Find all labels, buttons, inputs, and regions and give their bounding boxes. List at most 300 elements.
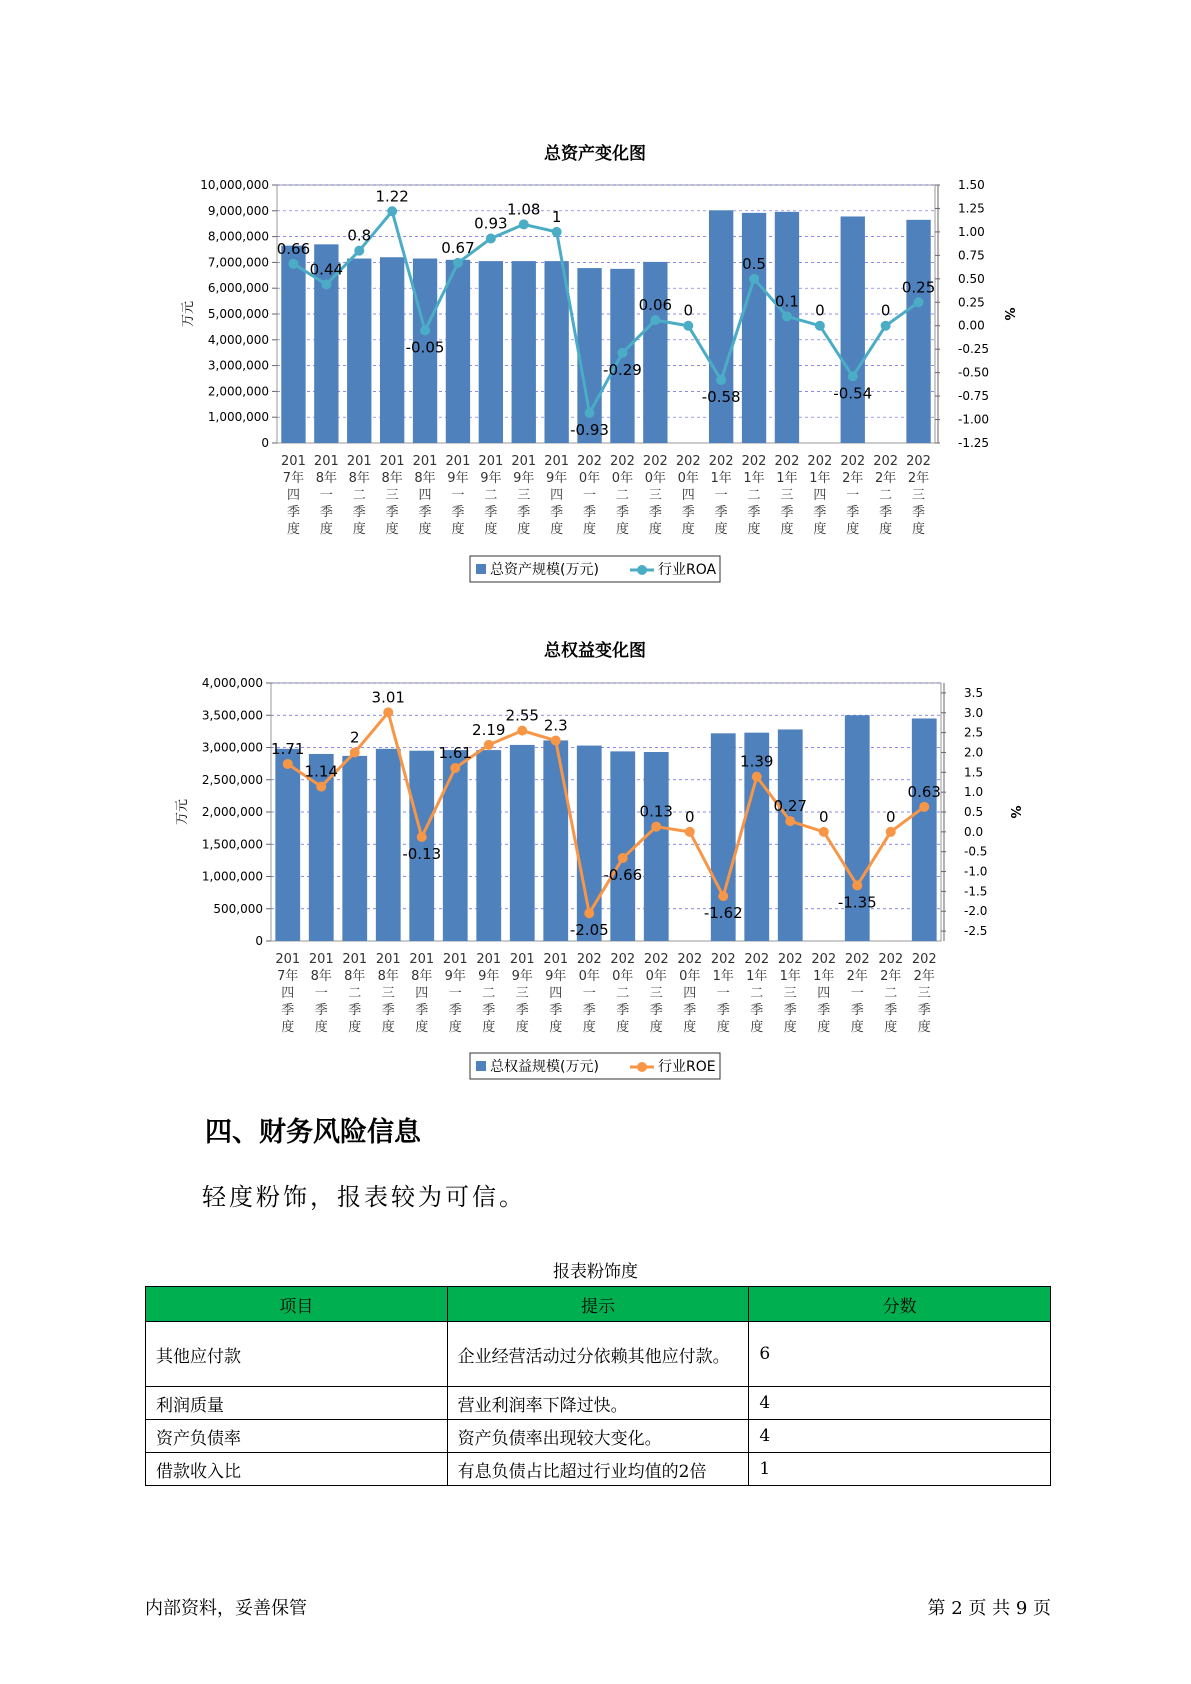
x-tick-label: 202: [906, 454, 931, 469]
line-point: [782, 311, 792, 321]
x-tick-label: 度: [348, 1020, 362, 1035]
y2-tick-label: 0.75: [958, 248, 985, 263]
row-hint: 有息负债占比超过行业均值的2倍: [447, 1453, 749, 1486]
line-point: [387, 206, 397, 216]
table-row: [146, 1387, 1051, 1420]
bar: [778, 729, 803, 941]
row-score: 4: [749, 1420, 1051, 1453]
x-tick-label: 201: [379, 454, 405, 469]
x-tick-label: 度: [912, 522, 926, 537]
x-tick-label: 度: [780, 522, 794, 537]
x-tick-label: 201: [346, 454, 372, 469]
x-tick-label: 度: [286, 522, 300, 537]
y2-tick-label: -0.25: [958, 342, 990, 357]
x-tick-label: 8年: [381, 471, 403, 486]
x-tick-label: 202: [610, 952, 636, 967]
bar: [709, 210, 733, 443]
bar: [912, 718, 937, 941]
bar: [380, 257, 404, 443]
line-point: [551, 736, 561, 746]
x-tick-label: 202: [642, 454, 668, 469]
line-point: [350, 747, 360, 757]
x-tick-label: 201: [412, 454, 438, 469]
x-tick-label: 202: [774, 454, 800, 469]
x-tick-label: 202: [840, 454, 866, 469]
x-tick-label: 季: [615, 505, 629, 520]
x-tick-label: 季: [550, 505, 564, 520]
x-tick-label: 9年: [447, 471, 469, 486]
line-point: [651, 822, 661, 832]
x-tick-label: 9年: [478, 969, 500, 984]
x-tick-label: 季: [846, 505, 860, 520]
bar: [479, 261, 503, 443]
x-tick-label: 度: [783, 1020, 797, 1035]
row-hint: 企业经营活动过分依赖其他应付款。: [447, 1322, 749, 1387]
y-tick-label: 3,500,000: [201, 708, 263, 723]
data-label: -0.58: [701, 388, 741, 407]
row-score: 6: [749, 1322, 1051, 1387]
y-tick-label: 1,500,000: [201, 837, 263, 852]
y-tick-label: 3,000,000: [207, 358, 269, 373]
data-label: 0: [818, 807, 829, 826]
x-tick-label: 季: [451, 505, 465, 520]
legend-line-label: 行业ROA: [658, 562, 717, 578]
y-tick-label: 3,000,000: [201, 740, 263, 755]
data-label: 0.8: [347, 226, 372, 245]
data-label: 1.71: [271, 739, 305, 758]
x-tick-label: 二: [482, 986, 496, 1001]
data-label: -0.93: [570, 420, 609, 439]
row-score: 1: [749, 1453, 1051, 1486]
x-tick-label: 201: [313, 454, 339, 469]
y2-tick-label: 1.50: [958, 178, 985, 192]
row-item: 其他应付款: [146, 1322, 448, 1387]
row-hint: 营业利润率下降过快。: [447, 1387, 749, 1420]
x-tick-label: 度: [683, 1020, 697, 1035]
x-tick-label: 1年: [776, 471, 798, 486]
x-tick-label: 三: [912, 488, 926, 503]
x-tick-label: 7年: [282, 471, 305, 486]
line-point: [321, 279, 331, 289]
x-tick-label: 201: [409, 952, 435, 967]
y2-tick-label: -0.5: [964, 844, 988, 859]
y-tick-label: 1,000,000: [201, 869, 263, 884]
x-tick-label: 9年: [444, 969, 466, 984]
x-tick-label: 季: [385, 505, 399, 520]
y2-tick-label: 3.0: [964, 705, 984, 720]
x-tick-label: 一: [714, 488, 728, 503]
x-tick-label: 二: [750, 986, 764, 1001]
line-point: [519, 219, 529, 229]
x-tick-label: 季: [813, 505, 827, 520]
x-tick-label: 202: [878, 952, 904, 967]
x-tick-label: 四: [281, 986, 295, 1001]
data-label: 0: [880, 301, 891, 320]
line-point: [517, 726, 527, 736]
y-tick-label: 5,000,000: [207, 307, 269, 321]
x-tick-label: 四: [549, 986, 563, 1001]
x-tick-label: 度: [381, 1020, 395, 1035]
x-tick-label: 201: [476, 952, 502, 967]
x-tick-label: 度: [716, 1020, 730, 1035]
x-tick-label: 202: [811, 952, 837, 967]
data-label: -2.05: [569, 921, 609, 940]
y-tick-label: 4,000,000: [201, 676, 263, 690]
x-tick-label: 三: [780, 488, 794, 503]
x-tick-label: 二: [348, 986, 362, 1001]
x-tick-label: 一: [716, 986, 730, 1001]
y2-tick-label: -0.50: [958, 365, 990, 380]
y-tick-label: 7,000,000: [207, 255, 269, 270]
x-tick-label: 四: [817, 986, 831, 1001]
x-tick-label: 季: [747, 505, 761, 520]
line-point: [886, 827, 896, 837]
data-label: 0: [684, 807, 695, 826]
bar: [512, 261, 536, 443]
x-tick-label: 度: [747, 522, 761, 537]
y2-tick-label: -1.5: [964, 884, 988, 899]
y2-tick-label: 0.0: [964, 824, 984, 839]
line-point: [354, 246, 364, 256]
y2-tick-label: 0.5: [964, 805, 984, 819]
y-tick-label: 8,000,000: [207, 229, 269, 244]
x-tick-label: 度: [879, 522, 893, 537]
x-tick-label: 季: [418, 505, 432, 520]
y-tick-label: 500,000: [213, 901, 263, 916]
x-tick-label: 一: [846, 488, 860, 503]
x-tick-label: 0年: [578, 471, 601, 486]
x-tick-label: 季: [348, 1003, 362, 1018]
line-point: [552, 227, 562, 237]
bar: [510, 745, 535, 941]
bar: [446, 260, 470, 443]
y2-axis-label: %: [1007, 805, 1022, 819]
x-tick-label: 度: [451, 522, 465, 537]
x-tick-label: 1年: [813, 969, 835, 984]
x-tick-label: 季: [884, 1003, 898, 1018]
x-tick-label: 202: [744, 952, 770, 967]
data-label: -0.29: [603, 360, 642, 379]
x-tick-label: 9年: [513, 471, 535, 486]
x-tick-label: 201: [281, 454, 306, 469]
x-tick-label: 一: [319, 488, 333, 503]
bar: [543, 740, 568, 941]
x-tick-label: 1年: [710, 471, 732, 486]
y-tick-label: 6,000,000: [207, 281, 269, 296]
x-tick-label: 度: [482, 1020, 496, 1035]
row-hint: 资产负债率出现较大变化。: [447, 1420, 749, 1453]
line-point: [685, 827, 695, 837]
y-tick-label: 2,000,000: [201, 805, 263, 819]
y2-tick-label: 0.00: [958, 318, 985, 333]
y-axis-label: 万元: [181, 300, 196, 328]
bar: [347, 259, 371, 443]
x-tick-label: 202: [710, 952, 736, 967]
x-tick-label: 季: [482, 1003, 496, 1018]
x-tick-label: 季: [850, 1003, 864, 1018]
x-tick-label: 度: [352, 522, 366, 537]
footer-page-number: 第 2 页 共 9 页: [927, 1598, 1051, 1619]
data-label: -0.13: [402, 845, 442, 864]
x-tick-label: 三: [385, 488, 399, 503]
x-tick-label: 1年: [809, 471, 831, 486]
bar: [610, 751, 635, 941]
x-tick-label: 季: [649, 1003, 663, 1018]
x-tick-label: 度: [616, 1020, 630, 1035]
x-tick-label: 8年: [344, 969, 366, 984]
data-label: 0.63: [907, 782, 941, 801]
x-tick-label: 0年: [679, 969, 701, 984]
table-row: [146, 1453, 1051, 1486]
x-tick-label: 1年: [746, 969, 768, 984]
y2-axis-label: %: [1001, 307, 1016, 321]
legend-bar-label: 总资产规模(万元): [490, 562, 599, 578]
header-hint: 提示: [447, 1287, 749, 1322]
x-tick-label: 季: [448, 1003, 462, 1018]
x-tick-label: 季: [549, 1003, 563, 1018]
data-label: 2.19: [472, 720, 506, 739]
y2-tick-label: 1.0: [964, 785, 984, 800]
x-tick-label: 201: [511, 454, 537, 469]
x-tick-label: 8年: [310, 969, 332, 984]
x-tick-label: 9年: [545, 969, 567, 984]
line-point: [919, 802, 929, 812]
x-tick-label: 季: [319, 505, 333, 520]
x-tick-label: 四: [418, 488, 432, 503]
y-tick-label: 0: [255, 934, 263, 948]
bar: [342, 756, 367, 941]
x-tick-label: 8年: [414, 471, 436, 486]
x-tick-label: 0年: [677, 471, 699, 486]
data-label: 1.08: [507, 200, 541, 219]
x-tick-label: 三: [381, 986, 395, 1001]
line-point: [618, 853, 628, 863]
y2-tick-label: 2.5: [964, 725, 984, 740]
risk-table: [145, 1286, 1051, 1486]
x-tick-label: 201: [544, 454, 570, 469]
data-label: 0: [885, 807, 896, 826]
x-tick-label: 季: [817, 1003, 831, 1018]
x-tick-label: 度: [448, 1020, 462, 1035]
x-tick-label: 季: [515, 1003, 529, 1018]
x-tick-label: 季: [583, 505, 597, 520]
x-tick-label: 四: [683, 986, 697, 1001]
line-point: [417, 832, 427, 842]
x-tick-label: 202: [873, 454, 899, 469]
x-tick-label: 四: [813, 488, 827, 503]
bar: [644, 752, 669, 941]
x-tick-label: 202: [741, 454, 767, 469]
bar: [443, 750, 468, 941]
data-label: 0: [815, 301, 825, 320]
x-tick-label: 度: [484, 522, 498, 537]
x-tick-label: 季: [648, 505, 662, 520]
x-tick-label: 度: [582, 1020, 596, 1035]
x-tick-label: 度: [549, 1020, 563, 1035]
line-point: [450, 763, 460, 773]
footer-confidential: 内部资料，妥善保管: [145, 1598, 307, 1619]
x-tick-label: 201: [509, 952, 535, 967]
chart-svg: [0, 500, 1191, 1100]
x-tick-label: 季: [616, 1003, 630, 1018]
y2-tick-label: 0.50: [958, 271, 985, 286]
x-tick-label: 一: [451, 488, 465, 503]
x-tick-label: 一: [850, 986, 864, 1001]
line-point: [819, 827, 829, 837]
line-point: [752, 772, 762, 782]
row-item: 利润质量: [146, 1387, 448, 1420]
line-point: [584, 908, 594, 918]
y-tick-label: 2,500,000: [201, 772, 263, 787]
y-axis-label: 万元: [175, 798, 190, 826]
bar: [476, 750, 501, 941]
line-point: [283, 759, 293, 769]
x-tick-label: 度: [314, 1020, 328, 1035]
row-item: 借款收入比: [146, 1453, 448, 1486]
x-tick-label: 季: [780, 505, 794, 520]
x-tick-label: 9年: [480, 471, 502, 486]
data-label: 0.06: [638, 296, 673, 315]
x-tick-label: 二: [616, 986, 630, 1001]
x-tick-label: 9年: [546, 471, 568, 486]
table-header-row: [146, 1287, 1051, 1322]
line-point: [881, 321, 891, 331]
x-tick-label: 201: [543, 952, 569, 967]
x-tick-label: 202: [643, 952, 669, 967]
x-tick-label: 2年: [846, 969, 868, 984]
y-tick-label: 10,000,000: [200, 178, 269, 192]
x-tick-label: 一: [582, 986, 596, 1001]
y2-tick-label: 1.00: [958, 224, 985, 239]
x-tick-label: 度: [714, 522, 728, 537]
x-tick-label: 度: [917, 1020, 931, 1035]
x-tick-label: 二: [747, 488, 761, 503]
x-tick-label: 度: [649, 1020, 663, 1035]
x-tick-label: 7年: [277, 969, 299, 984]
x-tick-label: 度: [515, 1020, 529, 1035]
x-tick-label: 202: [677, 952, 703, 967]
y2-tick-label: -0.75: [958, 389, 990, 404]
x-tick-label: 202: [610, 454, 635, 469]
x-tick-label: 度: [550, 522, 564, 537]
legend-bar-swatch: [476, 1061, 486, 1071]
x-tick-label: 度: [517, 522, 531, 537]
x-tick-label: 0年: [644, 471, 666, 486]
x-tick-label: 季: [917, 1003, 931, 1018]
x-tick-label: 二: [352, 488, 366, 503]
total-equity-chart: [0, 500, 1191, 1104]
x-tick-label: 2年: [842, 471, 864, 486]
data-label: 0.27: [773, 797, 807, 816]
x-tick-label: 0年: [578, 969, 600, 984]
x-tick-label: 季: [286, 505, 300, 520]
x-tick-label: 度: [319, 522, 333, 537]
y2-tick-label: 1.25: [958, 201, 985, 216]
x-tick-label: 季: [517, 505, 531, 520]
x-tick-label: 一: [583, 488, 597, 503]
table-caption: 报表粉饰度: [553, 1262, 638, 1282]
line-point: [749, 274, 759, 284]
x-tick-label: 度: [415, 1020, 429, 1035]
line-point: [484, 740, 494, 750]
bar: [275, 749, 300, 941]
x-tick-label: 202: [844, 952, 870, 967]
x-tick-label: 1年: [712, 969, 734, 984]
line-point: [815, 321, 825, 331]
line-point: [420, 325, 430, 335]
line-point: [848, 371, 858, 381]
x-tick-label: 度: [813, 522, 827, 537]
x-tick-label: 三: [917, 986, 931, 1001]
y2-tick-label: -1.25: [958, 436, 990, 450]
x-tick-label: 季: [716, 1003, 730, 1018]
x-tick-label: 季: [714, 505, 728, 520]
x-tick-label: 202: [708, 454, 734, 469]
data-label: 1.22: [375, 187, 409, 206]
data-label: -1.35: [837, 893, 877, 912]
x-tick-label: 度: [884, 1020, 898, 1035]
x-tick-label: 四: [550, 488, 564, 503]
x-tick-label: 202: [577, 454, 602, 469]
bar: [742, 213, 766, 443]
x-tick-label: 202: [911, 952, 937, 967]
y2-tick-label: 0.25: [958, 295, 985, 310]
x-tick-label: 度: [750, 1020, 764, 1035]
x-tick-label: 三: [517, 488, 531, 503]
legend-bar-label: 总权益规模(万元): [490, 1059, 599, 1075]
x-tick-label: 一: [448, 986, 462, 1001]
data-label: 3.01: [371, 688, 405, 707]
x-tick-label: 季: [750, 1003, 764, 1018]
x-tick-label: 四: [681, 488, 695, 503]
x-tick-label: 2年: [880, 969, 902, 984]
x-tick-label: 201: [342, 952, 368, 967]
line-point: [288, 259, 298, 269]
y-tick-label: 2,000,000: [207, 384, 269, 399]
x-tick-label: 季: [783, 1003, 797, 1018]
x-tick-label: 三: [515, 986, 529, 1001]
data-label: 0.67: [441, 238, 475, 257]
x-tick-label: 8年: [377, 969, 399, 984]
x-tick-label: 季: [281, 1003, 295, 1018]
line-point: [852, 880, 862, 890]
chart-title: 总权益变化图: [544, 641, 646, 661]
bar: [643, 262, 667, 443]
bar: [544, 261, 568, 443]
x-tick-label: 二: [884, 986, 898, 1001]
x-tick-label: 三: [649, 986, 663, 1001]
data-label: 1.14: [304, 762, 338, 781]
x-tick-label: 201: [275, 952, 301, 967]
line-point: [683, 321, 693, 331]
x-tick-label: 二: [615, 488, 629, 503]
x-tick-label: 季: [352, 505, 366, 520]
x-tick-label: 度: [418, 522, 432, 537]
data-label: -0.05: [405, 338, 445, 357]
bar: [281, 246, 305, 443]
data-label: 0.93: [474, 214, 508, 233]
x-tick-label: 8年: [411, 969, 433, 984]
line-point: [785, 816, 795, 826]
x-tick-label: 8年: [315, 471, 337, 486]
x-tick-label: 四: [286, 488, 300, 503]
x-tick-label: 0年: [611, 471, 634, 486]
x-tick-label: 二: [879, 488, 893, 503]
data-label: 0.13: [639, 802, 673, 821]
x-tick-label: 2年: [913, 969, 935, 984]
data-label: 1.39: [740, 752, 774, 771]
line-point: [617, 348, 627, 358]
